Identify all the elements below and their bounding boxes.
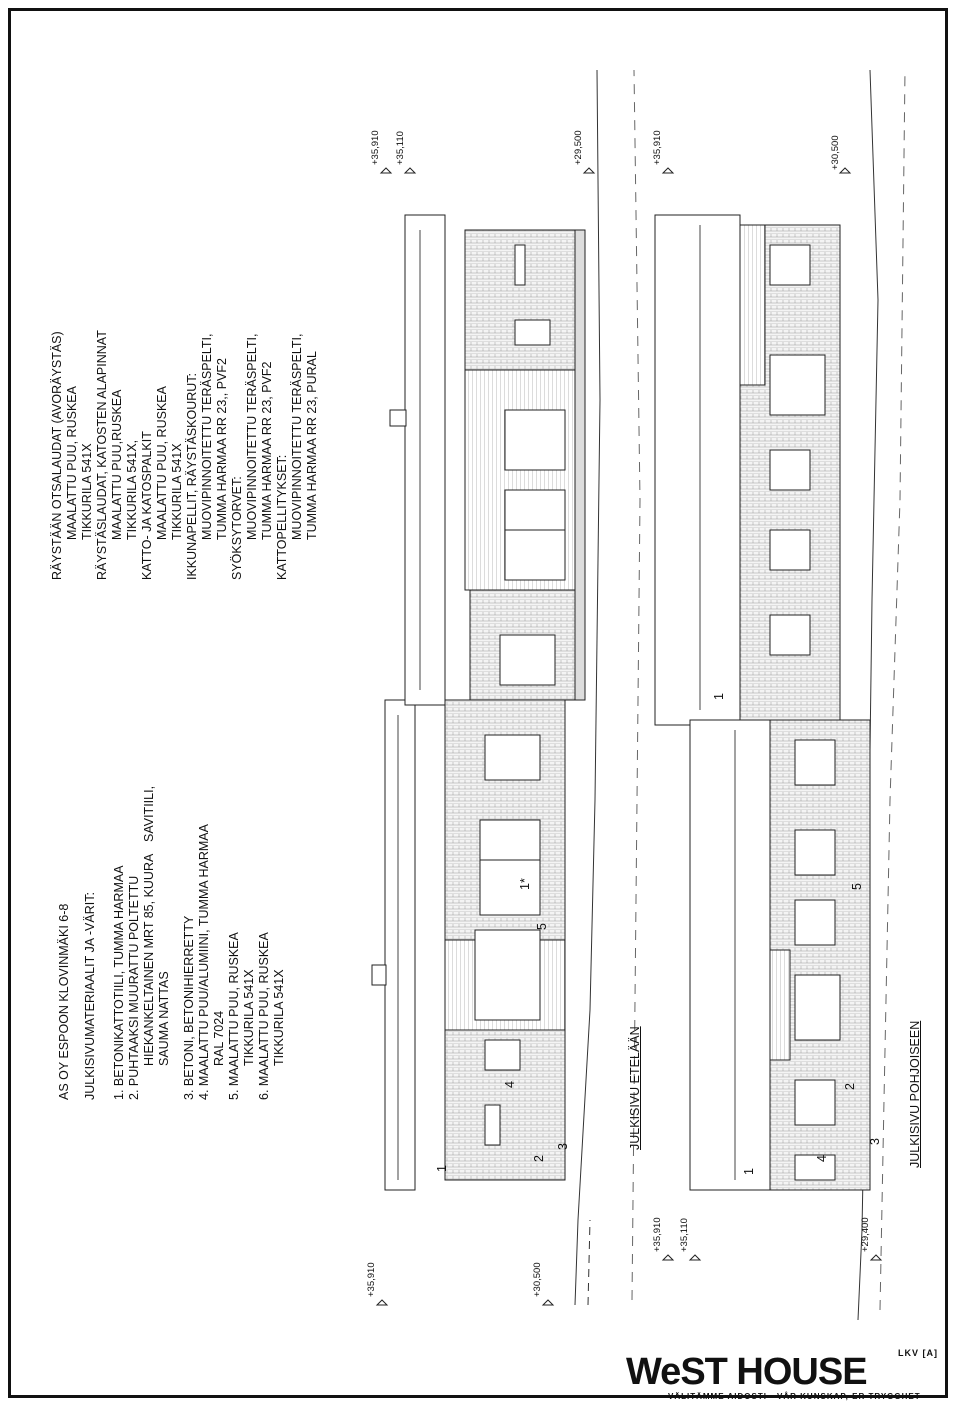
- ground-dash: [588, 1220, 590, 1305]
- level-triangle: [663, 1255, 673, 1260]
- material-item: RÄYSTÄSLAUDAT, KATOSTEN ALAPINNAT: [95, 330, 109, 580]
- window: [770, 530, 810, 570]
- material-item: MUOVIPINNOITETTU TERÄSPELTI,: [200, 333, 214, 540]
- door-glass: [770, 355, 825, 415]
- logo-badge: LKV [A]: [898, 1348, 938, 1358]
- material-marker: 4: [503, 1081, 517, 1088]
- wall-board: [770, 950, 790, 1060]
- window: [770, 245, 810, 285]
- material-marker: 1: [435, 1165, 449, 1172]
- material-item: TIKKURILA 541X: [170, 443, 184, 540]
- level-triangle: [663, 168, 673, 173]
- material-item: MAALATTU PUU,RUSKEA: [110, 389, 124, 540]
- material-marker: 5: [535, 923, 549, 930]
- wall-board: [740, 225, 765, 385]
- door-glass: [505, 490, 565, 530]
- material-item: 2. PUHTAAKSI MUURATTU POLTETTU: [127, 875, 141, 1100]
- logo-wordmark: WeST HOUSE: [626, 1351, 867, 1393]
- material-item: TUMMA HARMAA RR 23, PURAL: [305, 351, 319, 540]
- level-triangle: [405, 168, 415, 173]
- material-item: SAUMA NATTAS: [157, 971, 171, 1066]
- level-label: +35,910: [366, 1262, 377, 1297]
- level-triangle: [584, 168, 594, 173]
- level-label: +35,110: [679, 1218, 690, 1252]
- material-item: MAALATTU PUU, RUSKEA: [65, 386, 79, 540]
- section-title-north: JULKISIVU POHJOISEEN: [908, 1020, 922, 1168]
- material-item: 3. BETONI, BETONIHIERRETTY: [182, 915, 196, 1100]
- material-item: RAL 7024: [212, 1010, 226, 1066]
- material-item: 5. MAALATTU PUU, RUSKEA: [227, 932, 241, 1100]
- roof-slab-lower: [690, 720, 770, 1190]
- material-item: TIKKURILA 541X: [242, 969, 256, 1066]
- roof-slab-upper: [405, 215, 445, 705]
- door-glass: [795, 975, 840, 1040]
- level-label: +35,910: [652, 130, 663, 165]
- window: [480, 820, 540, 860]
- material-marker: 5: [850, 883, 864, 890]
- material-item: SYÖKSYTORVET:: [230, 476, 244, 580]
- roof-slab-upper: [655, 215, 740, 725]
- window: [770, 450, 810, 490]
- window: [795, 1080, 835, 1125]
- level-label: +29,500: [573, 130, 584, 165]
- materials-heading: JULKISIVUMATERIAALIT JA -VÄRIT:: [83, 892, 97, 1100]
- ground-dash: [880, 70, 905, 1310]
- level-triangle: [543, 1300, 553, 1305]
- material-item: TIKKURILA 541X,: [125, 439, 139, 540]
- south-elevation: [372, 70, 640, 1305]
- window: [515, 245, 525, 285]
- level-triangle: [871, 1255, 881, 1260]
- level-label: +30,500: [532, 1262, 543, 1297]
- material-marker: 3: [868, 1138, 882, 1145]
- material-item: TIKKURILA 541X: [80, 443, 94, 540]
- savitiili-label: SAVITIILI,: [142, 785, 156, 842]
- material-item: RÄYSTÄÄN OTSALAUDAT (AVORÄYSTÄS): [50, 331, 64, 580]
- material-marker: 1: [742, 1168, 756, 1175]
- material-marker: 1*: [518, 878, 532, 890]
- material-item: 1. BETONIKATTOTIILI, TUMMA HARMAA: [112, 865, 126, 1100]
- material-item: TUMMA HARMAA RR 23,, PVF2: [215, 358, 229, 540]
- level-label: +30,500: [830, 135, 841, 170]
- project-title: AS OY ESPOON KLOVINMÄKI 6-8: [57, 903, 71, 1100]
- window: [795, 830, 835, 875]
- material-item: IKKUNAPELLIT, RÄYSTÄSKOURUT:: [185, 372, 199, 580]
- material-item: KATTO- JA KATOSPALKIT: [140, 431, 154, 580]
- window: [485, 735, 540, 780]
- level-label: +35,910: [652, 1217, 663, 1252]
- level-triangle: [381, 168, 391, 173]
- material-item: KATTOPELLITYKSET:: [275, 454, 289, 580]
- window: [505, 530, 565, 580]
- chimney: [372, 965, 386, 985]
- material-item: 4. MAALATTU PUU/ALUMIINI, TUMMA HARMAA: [197, 824, 211, 1100]
- level-triangle: [840, 168, 850, 173]
- material-marker: 2: [532, 1155, 546, 1162]
- window: [515, 320, 550, 345]
- material-marker: 2: [843, 1083, 857, 1090]
- material-item: TUMMA HARMAA RR 23, PVF2: [260, 361, 274, 540]
- foundation-strip: [575, 230, 585, 700]
- north-elevation: [655, 70, 905, 1320]
- material-item: TIKKURILA 541X: [272, 969, 286, 1066]
- window: [795, 740, 835, 785]
- level-triangle: [690, 1255, 700, 1260]
- material-marker: 4: [815, 1155, 829, 1162]
- section-title-south: JULKISIVU ETELÄÄN: [628, 1026, 642, 1150]
- chimney: [390, 410, 406, 426]
- window: [475, 930, 540, 1020]
- logo-tagline: VÄLITÄMME AIDOSTI · VÅR KUNSKAP, ER TRYGGHET: [668, 1392, 921, 1401]
- material-marker: 3: [556, 1143, 570, 1150]
- level-label: +29,400: [860, 1217, 871, 1252]
- company-logo: [626, 1348, 946, 1404]
- material-item: MUOVIPINNOITETTU TERÄSPELTI,: [290, 333, 304, 540]
- window: [485, 1040, 520, 1070]
- material-item: MUOVIPINNOITETTU TERÄSPELTI,: [245, 333, 259, 540]
- material-item: 6. MAALATTU PUU, RUSKEA: [257, 932, 271, 1100]
- window: [505, 410, 565, 470]
- level-label: +35,110: [395, 131, 406, 165]
- material-marker: 1: [712, 693, 726, 700]
- material-item: MAALATTU PUU, RUSKEA: [155, 386, 169, 540]
- window: [485, 1105, 500, 1145]
- window: [770, 615, 810, 655]
- window: [500, 635, 555, 685]
- level-triangle: [377, 1300, 387, 1305]
- window: [795, 900, 835, 945]
- material-item: HIEKANKELTAINEN MRT 85, KUURA: [142, 853, 156, 1066]
- level-label: +35,910: [370, 130, 381, 165]
- roof-slab-lower: [385, 700, 415, 1190]
